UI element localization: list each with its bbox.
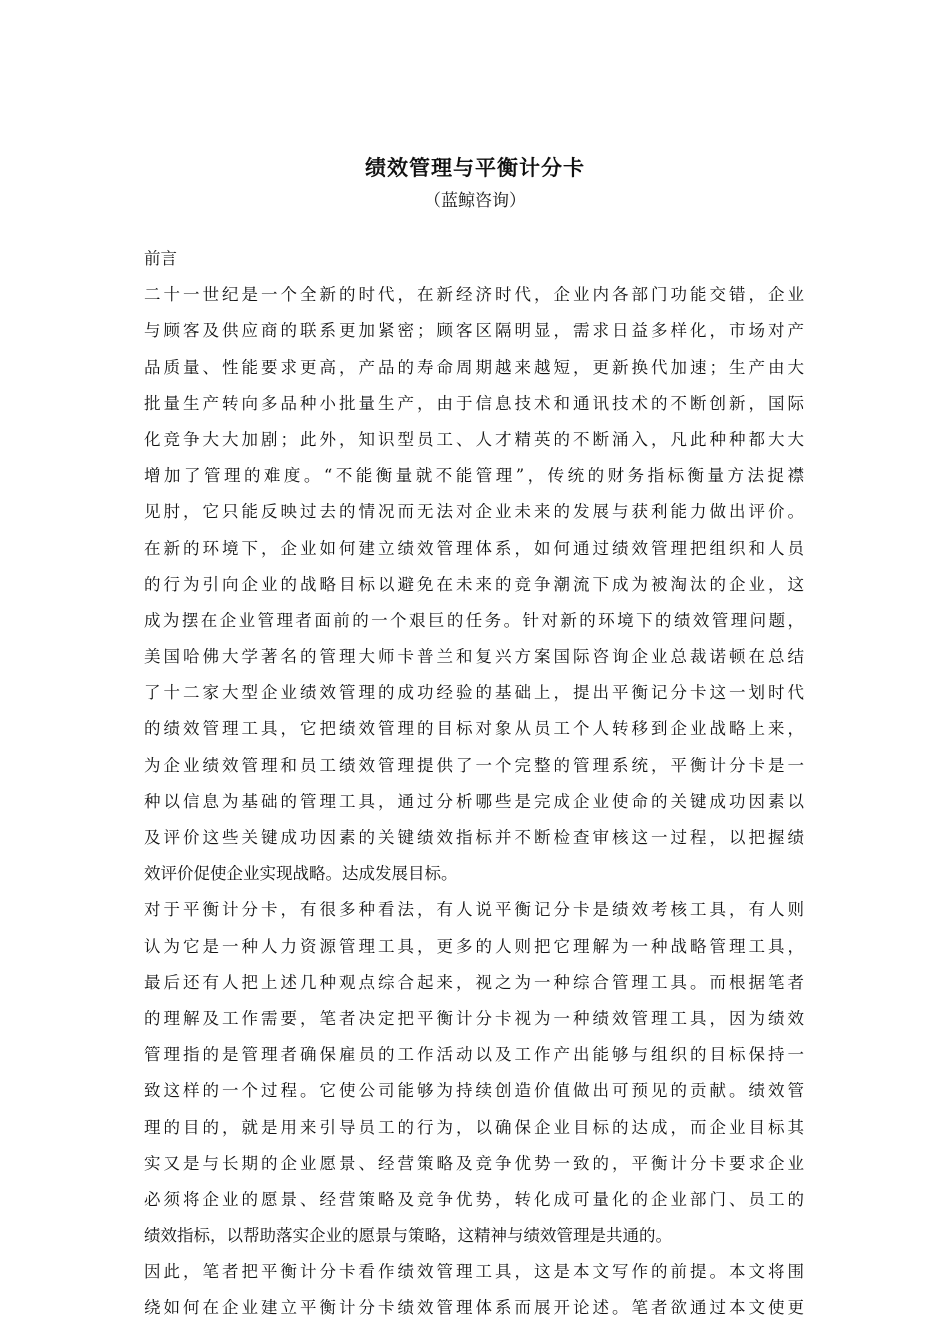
text-line: 最后还有人把上述几种观点综合起来，视之为一种综合管理工具。而根据笔者: [144, 972, 804, 992]
text-line: 为企业绩效管理和员工绩效管理提供了一个完整的管理系统，平衡计分卡是一: [144, 755, 804, 775]
text-line: 致这样的一个过程。它使公司能够为持续创造价值做出可预见的贡献。绩效管: [144, 1081, 804, 1101]
text-line: 成为摆在企业管理者面前的一个艰巨的任务。针对新的环境下的绩效管理问题，: [144, 610, 804, 630]
text-line: 实又是与长期的企业愿景、经营策略及竞争优势一致的，平衡计分卡要求企业: [144, 1153, 804, 1173]
text-line: 与顾客及供应商的联系更加紧密；顾客区隔明显，需求日益多样化，市场对产: [144, 321, 804, 341]
text-line: 必须将企业的愿景、经营策略及竞争优势，转化成可量化的企业部门、员工的: [144, 1189, 804, 1209]
text-line: 因此，笔者把平衡计分卡看作绩效管理工具，这是本文写作的前提。本文将围: [144, 1262, 804, 1282]
text-line: 绕如何在企业建立平衡计分卡绩效管理体系而展开论述。笔者欲通过本文使更: [144, 1298, 804, 1318]
text-line: 及评价这些关键成功因素的关键绩效指标并不断检查审核这一过程，以把握绩: [144, 828, 804, 847]
text-line: 种以信息为基础的管理工具，通过分析哪些是完成企业使命的关键成功因素以: [144, 791, 804, 811]
document-title: 绩效管理与平衡计分卡: [365, 155, 585, 180]
text-line: 美国哈佛大学著名的管理大师卡普兰和复兴方案国际咨询企业总裁诺顿在总结: [144, 647, 804, 667]
text-line: 品质量、性能要求更高，产品的寿命周期越来越短，更新换代加速；生产由大: [144, 357, 804, 377]
text-line: 的理解及工作需要，笔者决定把平衡计分卡视为一种绩效管理工具，因为绩效: [144, 1008, 804, 1028]
text-line: 见肘，它只能反映过去的情况而无法对企业未来的发展与获利能力做出评价。: [144, 502, 804, 522]
text-line: 理的目的，就是用来引导员工的行为，以确保企业目标的达成，而企业目标其: [144, 1117, 804, 1137]
document-subtitle: （蓝鲸咨询）: [424, 191, 526, 211]
text-line: 管理指的是管理者确保雇员的工作活动以及工作产出能够与组织的目标保持一: [144, 1045, 804, 1065]
document-body: [144, 241, 804, 1327]
text-line: 认为它是一种人力资源管理工具，更多的人则把它理解为一种战略管理工具，: [144, 936, 804, 956]
text-line: 化竞争大大加剧；此外，知识型员工、人才精英的不断涌入，凡此种种都大大: [144, 429, 804, 449]
text-line: 二十一世纪是一个全新的时代，在新经济时代，企业内各部门功能交错，企业: [144, 285, 804, 305]
text-line: 的行为引向企业的战略目标以避免在未来的竞争潮流下成为被淘汰的企业，这: [144, 574, 804, 594]
text-line: 绩效指标，以帮助落实企业的愿景与策略，这精神与绩效管理是共通的。: [144, 1226, 672, 1246]
text-line: 了十二家大型企业绩效管理的成功经验的基础上，提出平衡记分卡这一划时代: [144, 683, 804, 703]
text-line: 效评价促使企业实现战略。达成发展目标。: [144, 864, 458, 884]
text-line: 对于平衡计分卡，有很多种看法，有人说平衡记分卡是绩效考核工具，有人则: [144, 900, 804, 920]
text-line: 批量生产转向多品种小批量生产，由于信息技术和通讯技术的不断创新，国际: [144, 393, 804, 413]
text-line: 在新的环境下，企业如何建立绩效管理体系，如何通过绩效管理把组织和人员: [144, 538, 804, 558]
text-line: 增加了管理的难度。“不能衡量就不能管理”，传统的财务指标衡量方法捉襟: [144, 466, 804, 486]
text-line: 的绩效管理工具，它把绩效管理的目标对象从员工个人转移到企业战略上来，: [144, 719, 804, 739]
text-line: 前言: [144, 249, 177, 268]
